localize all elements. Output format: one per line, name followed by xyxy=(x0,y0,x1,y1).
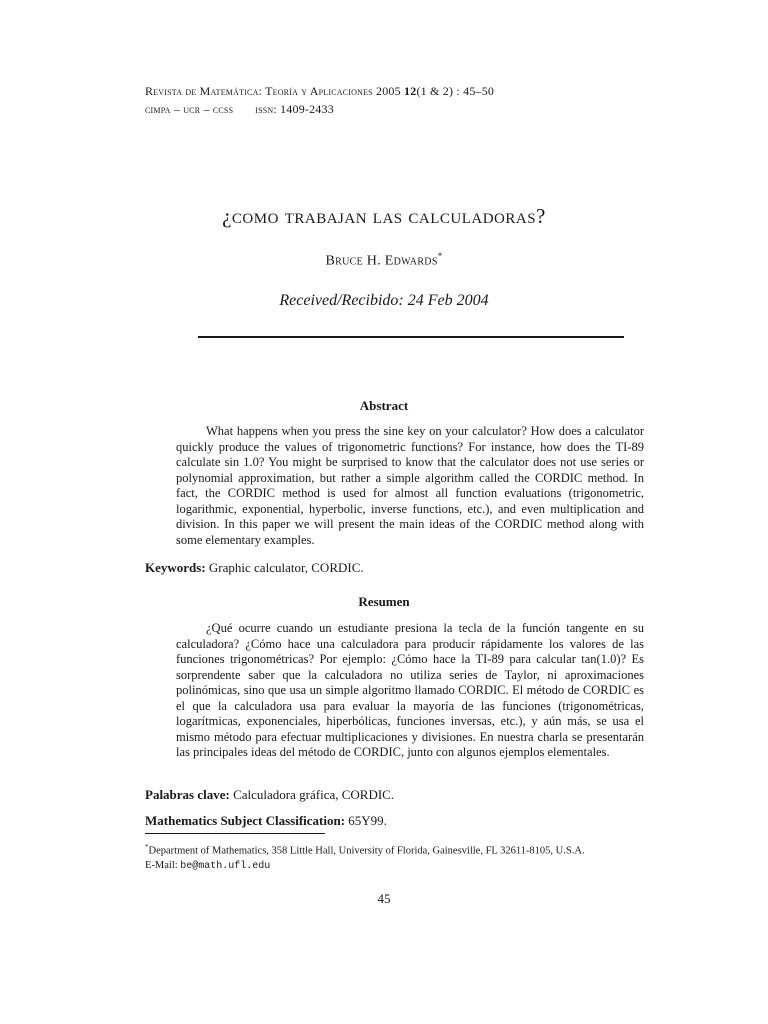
journal-volume: 12 xyxy=(404,84,417,98)
resumen-body: ¿Qué ocurre cuando un estudiante presiona la tecla de la función tangente en su calculadora? ¿Cómo hace una calculadora para producir rápidamente los valores de las funciones trigonométricas? Por ejemplo: ¿Cómo hace la TI-89 para calcular tan(1.0)? Es sorprendente saber que la calculadora no utiliza series de Taylor, ni aproximaciones polinómicas, sino que usa un simple algoritmo llamado CORDIC. El método de CORDIC es el que la calculadora usa para evaluar la mayoría de las funciones (trigonométricas, logarítmicas, exponenciales, hiperbólicas, funciones inversas, etc.), y aún más, se usa el mismo método para efectuar multiplicaciones y divisiones. En nuestra charla se presentarán las principales ideas del método de CORDIC, junto con algunos ejemplos elementales. xyxy=(176,621,644,759)
footnote-affiliation-line xyxy=(145,840,685,859)
issn: issn: 1409-2433 xyxy=(255,102,334,116)
title-rule xyxy=(198,336,624,338)
author-name: Bruce H. Edwards xyxy=(325,253,438,269)
palabras-clave-line xyxy=(145,787,394,803)
author-footnote-mark: * xyxy=(437,251,443,261)
msc-line xyxy=(145,813,387,829)
msc-value: 65Y99. xyxy=(348,813,387,828)
footnote-rule xyxy=(145,833,325,834)
journal-issue-pages: (1 & 2) : 45–50 xyxy=(416,84,495,98)
received-date: Received/Recibido: 24 Feb 2004 xyxy=(279,292,489,309)
palabras-clave-value: Calculadora gráfica, CORDIC. xyxy=(233,787,395,802)
paper-title: ¿como trabajan las calculadoras? xyxy=(222,204,546,228)
keywords-label: Keywords: xyxy=(145,560,206,575)
abstract-heading: Abstract xyxy=(359,398,409,413)
abstract-body: What happens when you press the sine key on your calculator? How does a calculator quickly produce the values of trigonometric functions? For instance, how does the TI-89 calculate sin 1.0? You might be surprised to know that the calculator does not use series or polynomial approximation, but rather a simple algorithm called the CORDIC method. In fact, the CORDIC method is used for almost all function evaluations (trigonometric, logarithmic, exponential, hyperbolic, inverse functions, etc.), and even multiplication and division. In this paper we will present the main ideas of the CORDIC method along with some elementary examples. xyxy=(176,424,644,547)
footnote xyxy=(145,840,685,874)
publisher-line xyxy=(145,102,334,117)
footnote-mark: * xyxy=(145,843,149,851)
keywords-line xyxy=(145,560,364,576)
author-line xyxy=(0,251,768,270)
footnote-affiliation: Department of Mathematics, 358 Little Hall, University of Florida, Gainesville, FL 32611-8105, U.S.A. xyxy=(148,845,585,857)
keywords-value: Graphic calculator, CORDIC. xyxy=(208,560,364,575)
journal-name: Revista de Matemática: Teoría y Aplicaciones 2005 xyxy=(145,84,401,98)
publisher: cimpa – ucr – ccss xyxy=(145,102,234,116)
msc-label: Mathematics Subject Classification: xyxy=(145,813,346,828)
page-number: 45 xyxy=(377,891,391,906)
footnote-email-line xyxy=(145,859,685,874)
resumen-heading: Resumen xyxy=(358,594,410,609)
footnote-email[interactable]: be@math.ufl.edu xyxy=(180,860,271,872)
journal-header xyxy=(145,84,494,99)
palabras-clave-label: Palabras clave: xyxy=(145,787,230,802)
footnote-email-label: E-Mail: xyxy=(145,859,178,871)
